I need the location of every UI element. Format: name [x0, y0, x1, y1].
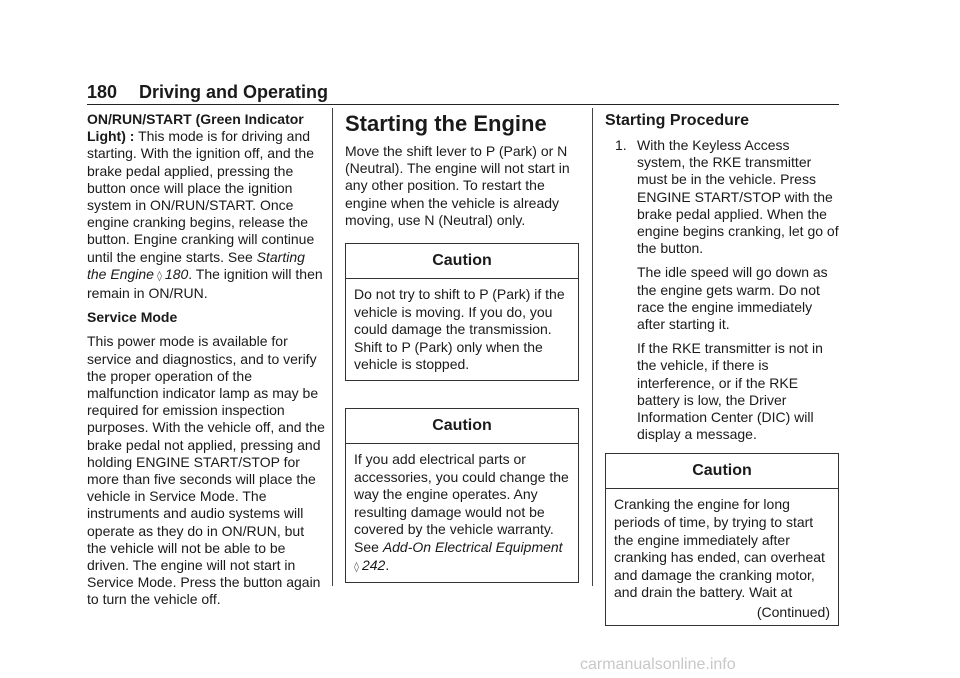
column-divider-2 — [592, 108, 593, 586]
caution-title: Caution — [606, 454, 838, 489]
caution-text — [346, 444, 578, 582]
on-run-text-end: . The ignition will then remain in ON/RUN. — [87, 265, 323, 302]
column-middle — [345, 111, 579, 583]
caution-body-end: . — [385, 556, 390, 573]
caution-title: Caution — [346, 409, 578, 444]
caution-text — [606, 489, 838, 624]
section-title: Driving and Operating — [139, 82, 329, 102]
page-ref-number[interactable]: 180 — [164, 265, 189, 282]
caution-box-2 — [345, 408, 579, 583]
list-number: 1. — [615, 137, 627, 153]
page-number: 180 — [87, 82, 118, 102]
starting-engine-heading: Starting the Engine — [345, 111, 547, 136]
watermark: carmanualsonline.info — [580, 656, 736, 673]
service-mode-text: This power mode is available for service and diagnostics, and to verify the proper operation of the malfunction indicator lamp as may be required for emission inspection purposes. With the vehicle off, and the brake pedal not applied, pressing and holding ENGINE START/STOP for more than five seconds will place the vehicle in Service Mode. The instruments and audio systems will operate as they do in ON/RUN, but the vehicle will not be able to be driven. The engine will not start in Service Mode. Press the button again to turn the vehicle off. — [87, 333, 325, 608]
column-divider-1 — [332, 108, 333, 586]
idle-speed-paragraph: The idle speed will go down as the engine gets warm. Do not race the engine immediately after starting it. — [637, 264, 828, 333]
continued-label: (Continued) — [756, 604, 830, 621]
add-on-equipment-link[interactable]: Add-On Electrical Equipment — [382, 538, 563, 555]
caution-body-text: Cranking the engine for long periods of time, by trying to start the engine immediately after cranking has ended, can overheat and damage the cranking motor, and drain the battery. Wait at — [614, 496, 825, 601]
caution-title: Caution — [346, 244, 578, 279]
caution-text: Do not try to shift to P (Park) if the vehicle is moving. If you do, you could damage the transmission. Shift to P (Park) only when the vehicle is stopped. — [354, 286, 565, 373]
caution-body-text: If you add electrical parts or accessories, you could change the way the engine operates. Any resulting damage would not be covered by the vehicle warranty. See — [354, 450, 569, 555]
page-header — [87, 82, 839, 105]
on-run-label: ON/RUN/START (Green Indicator Light) : — [87, 111, 304, 145]
rke-paragraph: If the RKE transmitter is not in the vehicle, if there is interference, or if the RKE battery is low, the Driver Information Center (DIC) will display a message. — [637, 340, 823, 443]
caution-box-1 — [345, 243, 579, 381]
page-ref-number[interactable]: 242 — [361, 556, 386, 573]
on-run-text: This mode is for driving and starting. With the ignition off, and the brake pedal applied, pressing the button once will place the ignition system in ON/RUN/START. Once engine cranking begins, release the button. Engine cranking will continue until the engine starts. See — [87, 128, 315, 265]
list-item-text: With the Keyless Access system, the RKE transmitter must be in the vehicle. Press ENGINE START/STOP with the brake pedal applied. When the engine begins cranking, let go of the button. — [637, 137, 839, 257]
caution-box-3 — [605, 453, 839, 625]
on-run-paragraph — [87, 111, 325, 302]
starting-engine-link[interactable]: Starting the Engine — [87, 248, 305, 282]
page-ref-icon: ◊ — [354, 561, 359, 573]
starting-procedure-heading: Starting Procedure — [605, 112, 750, 129]
service-mode-heading: Service Mode — [87, 309, 178, 326]
list-item — [615, 137, 839, 257]
column-left — [87, 111, 325, 616]
page-ref-icon: ◊ — [156, 270, 162, 282]
starting-engine-intro: Move the shift lever to P (Park) or N (Neutral). The engine will not start in any other position. To restart the engine when the vehicle is already moving, use N (Neutral) only. — [345, 143, 570, 228]
column-right — [605, 111, 839, 626]
